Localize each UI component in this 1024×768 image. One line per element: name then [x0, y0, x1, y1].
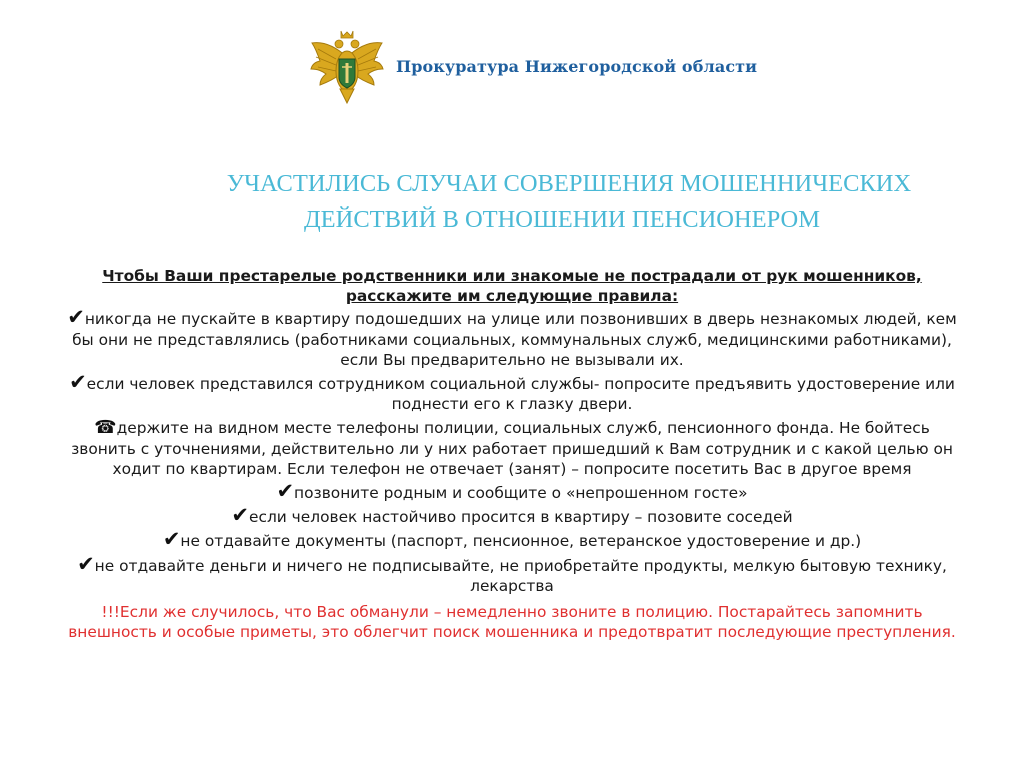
rule-item: [60, 551, 964, 596]
rule-text: не отдавайте документы (паспорт, пенсионное, ветеранское удостоверение и др.): [180, 532, 862, 551]
telephone-icon: ☎: [94, 417, 117, 439]
intro-text: Чтобы Ваши престарелые родственники или знакомые не пострадали от рук мошенников, расскажите им следующие правила:: [102, 267, 922, 306]
checkmark-icon: ✔: [231, 503, 250, 528]
rule-text: позвоните родным и сообщите о «непрошенном госте»: [294, 484, 748, 503]
rule-item: [60, 418, 964, 479]
rule-item: [60, 503, 964, 528]
rule-text: не отдавайте деньги и ничего не подписывайте, не приобретайте продукты, мелкую бытовую технику, лекарства: [94, 556, 947, 595]
prosecutor-emblem-icon: [306, 27, 388, 105]
rule-text: если человек настойчиво просится в квартиру – позовите соседей: [249, 508, 793, 527]
checkmark-icon: ✔: [67, 305, 85, 330]
checkmark-icon: ✔: [77, 551, 95, 576]
headline-line-2: ДЕЙСТВИЙ В ОТНОШЕНИИ ПЕНСИОНЕРОМ: [303, 206, 821, 233]
rule-text: держите на видном месте телефоны полиции, социальных служб, пенсионного фонда. Не бойтесь звонить с уточнениями, действительно ли у них работает пришедший к Вам сотрудник и с какой целью он ходит по квартирам. Если телефон не отвечает (занят) – попросите посетить Вас в другое время: [71, 419, 953, 478]
rules-body: [60, 266, 964, 646]
rule-item: [60, 305, 964, 370]
warning-text: !!!Если же случилось, что Вас обманули – немедленно звоните в полицию. Постарайтесь запомнить внешность и особые приметы, это облегчит поиск мошенника и предотвратит последующие преступления.: [68, 603, 956, 642]
checkmark-icon: ✔: [69, 370, 87, 395]
page-headline: [0, 166, 1024, 238]
headline-line-1: УЧАСТИЛИСЬ СЛУЧАИ СОВЕРШЕНИЯ МОШЕННИЧЕСКИХ: [226, 170, 912, 197]
rule-item: [60, 527, 964, 552]
rule-text: если человек представился сотрудником социальной службы- попросите предъявить удостоверение или поднести его к глазку двери.: [86, 375, 955, 414]
rule-text: никогда не пускайте в квартиру подошедших на улице или позвонивших в дверь незнакомых людей, кем бы они не представлялись (работниками социальных, коммунальных служб, медицинскими работниками), если Вы предварительно не вызывали их.: [72, 310, 957, 369]
rule-item: [60, 479, 964, 504]
organization-name: Прокуратура Нижегородской области: [396, 56, 758, 76]
checkmark-icon: ✔: [276, 479, 295, 504]
rule-item: [60, 370, 964, 414]
checkmark-icon: ✔: [162, 527, 181, 552]
page-header: [306, 26, 757, 106]
